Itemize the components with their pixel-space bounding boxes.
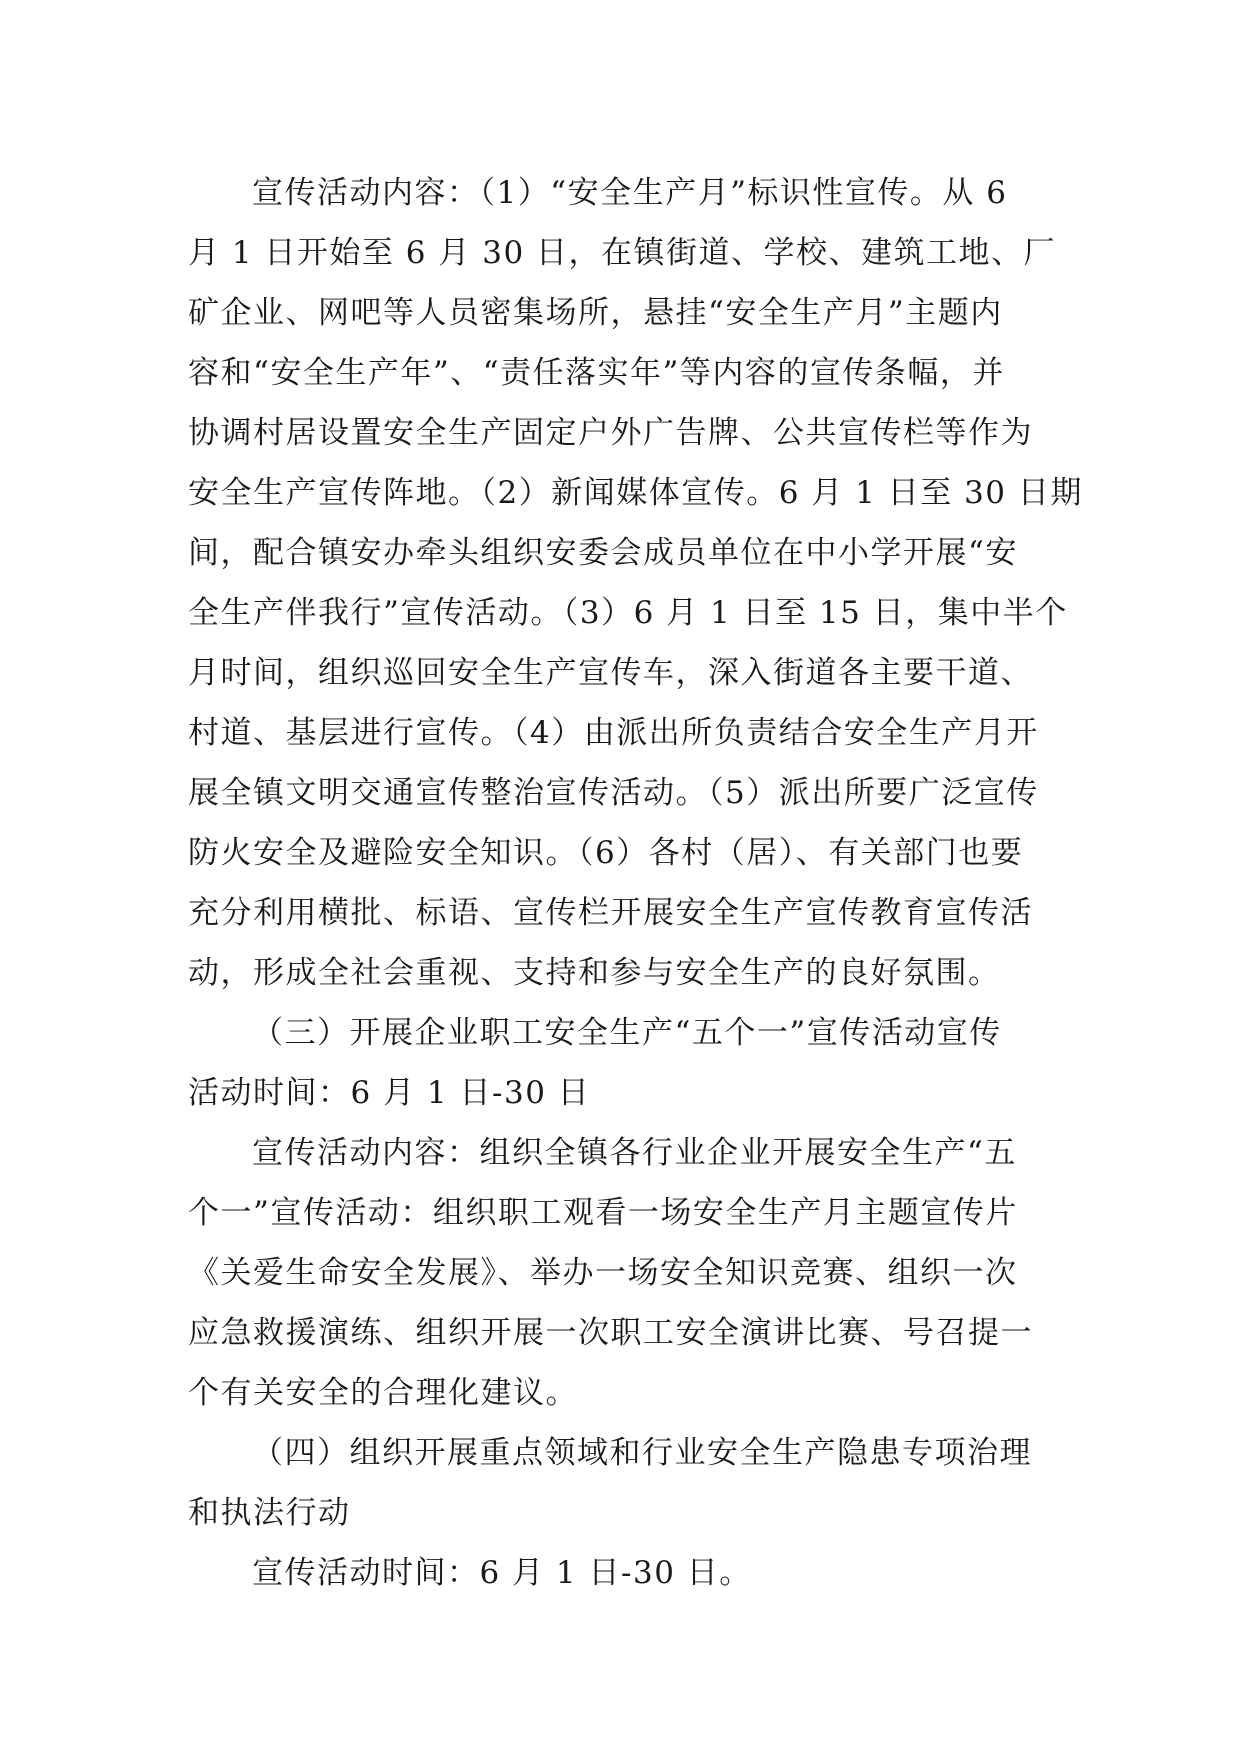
paragraph-line: 展全镇文明交通宣传整治宣传活动。（5）派出所要广泛宣传 bbox=[188, 775, 1039, 811]
paragraph-line: 容和“安全生产年”、“责任落实年”等内容的宣传条幅，并 bbox=[188, 355, 1005, 391]
paragraph-line: 动，形成全社会重视、支持和参与安全生产的良好氛围。 bbox=[188, 955, 1001, 991]
paragraph-line: 全生产伴我行”宣传活动。（3）6 月 1 日至 15 日，集中半个 bbox=[188, 595, 1068, 631]
document-body bbox=[188, 163, 1088, 1603]
paragraph-line: 宣传活动时间：6 月 1 日-30 日。 bbox=[252, 1555, 752, 1591]
paragraph-line: 间，配合镇安办牵头组织安委会成员单位在中小学开展“安 bbox=[188, 535, 1018, 571]
paragraph-line: 《关爱生命安全发展》、举办一场安全知识竞赛、组织一次 bbox=[188, 1255, 1018, 1291]
paragraph-line: 协调村居设置安全生产固定户外广告牌、公共宣传栏等作为 bbox=[188, 415, 1033, 451]
paragraph-line: 宣传活动内容：组织全镇各行业企业开展安全生产“五 bbox=[252, 1135, 1017, 1171]
paragraph-line: 矿企业、网吧等人员密集场所，悬挂“安全生产月”主题内 bbox=[188, 295, 1003, 331]
section-heading-line: （四）组织开展重点领域和行业安全生产隐患专项治理 bbox=[252, 1435, 1032, 1471]
paragraph-line: 个一”宣传活动：组织职工观看一场安全生产月主题宣传片 bbox=[188, 1195, 1018, 1231]
paragraph-line: 村道、基层进行宣传。（4）由派出所负责结合安全生产月开 bbox=[188, 715, 1039, 751]
section-heading-line: 活动时间：6 月 1 日-30 日 bbox=[188, 1075, 591, 1111]
section-heading-line: （三）开展企业职工安全生产“五个一”宣传活动宣传 bbox=[252, 1015, 1002, 1051]
paragraph-line: 安全生产宣传阵地。（2）新闻媒体宣传。6 月 1 日至 30 日期 bbox=[188, 475, 1083, 511]
paragraph-line: 应急救援演练、组织开展一次职工安全演讲比赛、号召提一 bbox=[188, 1315, 1033, 1351]
paragraph-line: 月 1 日开始至 6 月 30 日，在镇街道、学校、建筑工地、厂 bbox=[188, 235, 1057, 271]
paragraph-line: 宣传活动内容：（1）“安全生产月”标识性宣传。从 6 bbox=[252, 175, 1008, 211]
paragraph-line: 个有关安全的合理化建议。 bbox=[188, 1375, 578, 1411]
paragraph-line: 月时间，组织巡回安全生产宣传车，深入街道各主要干道、 bbox=[188, 655, 1033, 691]
paragraph-line: 防火安全及避险安全知识。（6）各村（居）、有关部门也要 bbox=[188, 835, 1024, 871]
paragraph-line: 充分利用横批、标语、宣传栏开展安全生产宣传教育宣传活 bbox=[188, 895, 1033, 931]
section-heading-line: 和执法行动 bbox=[188, 1495, 351, 1531]
